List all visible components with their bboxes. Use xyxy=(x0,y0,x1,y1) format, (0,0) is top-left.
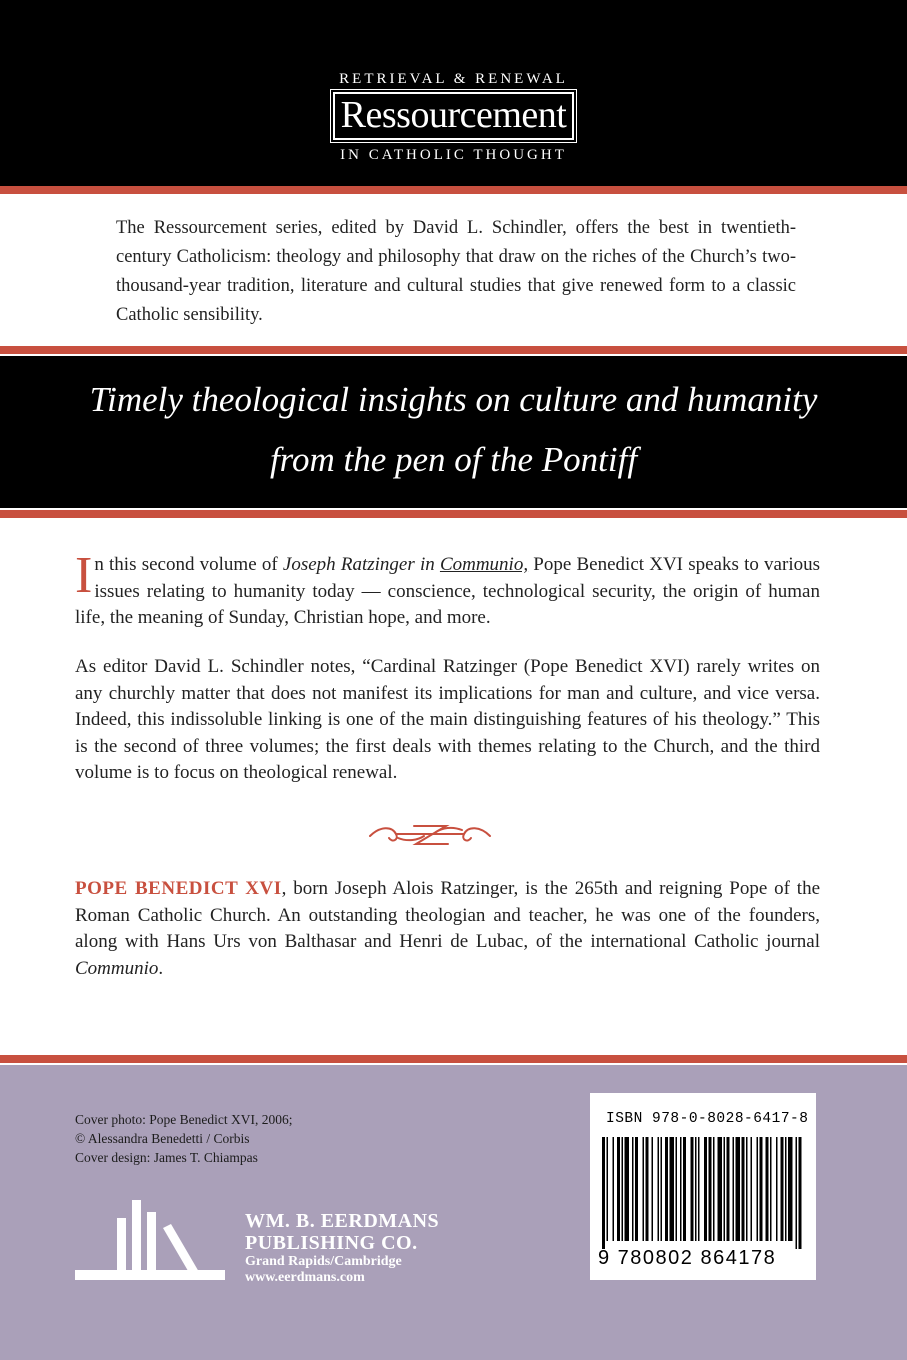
drop-cap: I xyxy=(75,547,93,604)
barcode-bar xyxy=(691,1137,694,1241)
ornament-icon xyxy=(368,820,492,850)
tagline-line-2: from the pen of the Pontiff xyxy=(269,440,638,479)
book-title: Joseph Ratzinger in xyxy=(282,554,440,575)
series-header-band xyxy=(0,0,907,186)
barcode-bar xyxy=(727,1137,730,1241)
barcode-bar xyxy=(788,1137,793,1241)
barcode-bar xyxy=(736,1137,741,1241)
eerdmans-logo-icon xyxy=(75,1198,225,1280)
p1-rest: Pope Benedict XVI speaks to various issues relating to humanity today — conscience, technological security, the origin of human life, the meaning of Sunday, Christian hope, and more. xyxy=(75,554,820,628)
barcode-bar xyxy=(713,1137,715,1241)
cover-credits xyxy=(75,1110,292,1167)
publisher-info xyxy=(245,1210,439,1286)
publisher-city: Grand Rapids/Cambridge xyxy=(245,1254,402,1269)
barcode-bar xyxy=(602,1137,605,1249)
red-rule xyxy=(0,510,907,518)
barcode-bar xyxy=(665,1137,668,1241)
p1-start: n this second volume of xyxy=(94,554,283,575)
barcode-bar xyxy=(617,1137,620,1241)
barcode-bar xyxy=(796,1137,798,1249)
barcode-bar xyxy=(742,1137,745,1241)
author-bio xyxy=(75,876,820,982)
barcode-bar xyxy=(658,1137,660,1241)
description-paragraph-1 xyxy=(75,547,820,632)
isbn-label: ISBN 978-0-8028-6417-8 xyxy=(606,1111,809,1127)
publisher-url: www.eerdmans.com xyxy=(245,1270,365,1285)
barcode-bar xyxy=(757,1137,759,1241)
barcode-bar xyxy=(683,1137,686,1241)
author-bio-end: . xyxy=(158,957,164,979)
barcode-bars xyxy=(600,1137,806,1249)
barcode-bar xyxy=(643,1137,645,1241)
red-rule xyxy=(0,1055,907,1063)
barcode-bar xyxy=(607,1137,609,1241)
publisher-name-line-1: WM. B. EERDMANS xyxy=(245,1210,440,1232)
barcode-bar xyxy=(709,1137,712,1241)
isbn-barcode xyxy=(590,1093,816,1280)
barcode-bar xyxy=(613,1137,615,1241)
barcode-bar xyxy=(785,1137,787,1241)
series-logo xyxy=(0,70,907,164)
barcode-bar xyxy=(646,1137,649,1241)
publisher-name-line-2: PUBLISHING CO. xyxy=(245,1232,418,1254)
tagline-line-1: Timely theological insights on culture and humanity xyxy=(89,380,818,419)
barcode-bar xyxy=(625,1137,630,1241)
barcode-bar xyxy=(661,1137,663,1241)
barcode-bar xyxy=(781,1137,784,1241)
barcode-bar xyxy=(635,1137,638,1241)
book-title-journal: Communio, xyxy=(439,554,529,575)
barcode-bar xyxy=(751,1137,753,1241)
author-name: POPE BENEDICT XVI xyxy=(75,878,282,899)
journal-name: Communio xyxy=(75,957,159,979)
barcode-bar xyxy=(776,1137,778,1241)
barcode-bar xyxy=(724,1137,726,1241)
series-top-line: RETRIEVAL & RENEWAL xyxy=(339,71,568,87)
photo-credit-line-1: Cover photo: Pope Benedict XVI, 2006; xyxy=(75,1112,293,1127)
red-rule xyxy=(0,186,907,194)
red-rule xyxy=(0,346,907,354)
barcode-bar xyxy=(622,1137,624,1241)
description-paragraph-2: As editor David L. Schindler notes, “Cardinal Ratzinger (Pope Benedict XVI) rarely writes on any churchly matter that does not manifest its implications for man and culture, and vice versa. Indeed, this indissoluble linking is one of the main distinguishing features of his theology.” This is the second of three volumes; the first deals with themes relating to the Church, and the third volume is to focus on theological renewal. xyxy=(75,656,820,783)
photo-credit-line-2: © Alessandra Benedetti / Corbis xyxy=(75,1131,250,1146)
design-credit: Cover design: James T. Chiampas xyxy=(75,1150,258,1165)
barcode-bar xyxy=(670,1137,675,1241)
barcode-bar xyxy=(632,1137,634,1241)
barcode-bar xyxy=(698,1137,700,1241)
barcode-bar xyxy=(704,1137,707,1241)
barcode-bar xyxy=(652,1137,654,1241)
barcode-number: 9 780802 864178 xyxy=(598,1247,777,1269)
barcode-bar xyxy=(760,1137,763,1241)
barcode-bar xyxy=(718,1137,723,1241)
series-name: Ressourcement xyxy=(333,92,575,140)
barcode-bar xyxy=(770,1137,772,1241)
tagline-band xyxy=(0,356,907,508)
barcode-bar xyxy=(766,1137,769,1241)
barcode-bar xyxy=(746,1137,748,1241)
author-bio-text: , born Joseph Alois Ratzinger, is the 265th and reigning Pope of the Roman Catholic Church. An outstanding theologian and teacher, he was one of the founders, along with Hans Urs von Balthasar and Henri de Lubac, of the international Catholic journal xyxy=(75,878,820,952)
series-bottom-line: IN CATHOLIC THOUGHT xyxy=(340,147,567,163)
barcode-bar xyxy=(676,1137,678,1241)
barcode-bar xyxy=(680,1137,682,1241)
barcode-bar xyxy=(799,1137,802,1249)
barcode-bar xyxy=(695,1137,697,1241)
barcode-bar xyxy=(733,1137,735,1241)
series-blurb: The Ressourcement series, edited by David L. Schindler, offers the best in twentieth-century Catholicism: theology and philosophy that draw on the riches of the Church’s two-thousand-year tradition, literature and cultural studies that give renewed form to a classic Catholic sensibility. xyxy=(116,218,796,325)
